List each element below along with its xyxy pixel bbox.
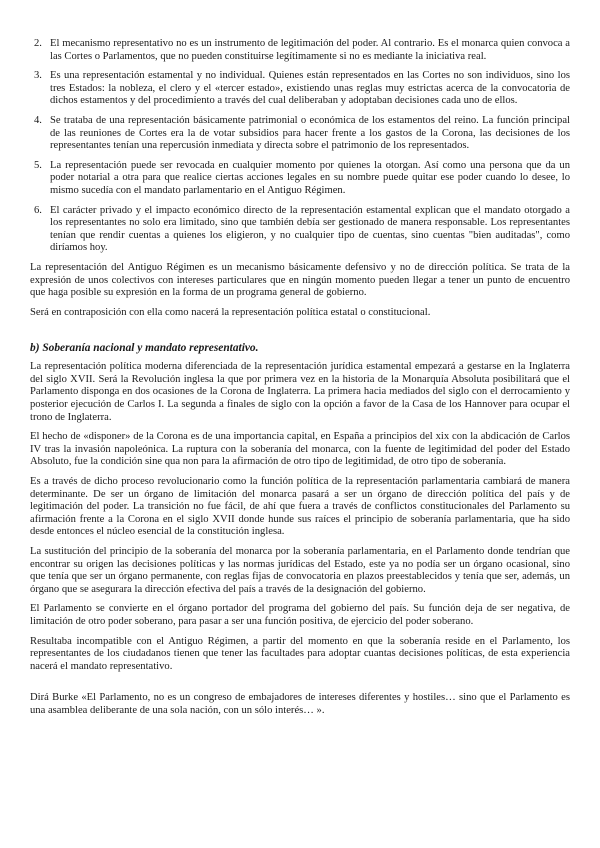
list-item-text: El carácter privado y el impacto económico directo de la representación estamental explican que el mandato otorgado a los representantes no solo era limitado, sino que también debía ser gestionado de manera responsable. Los representantes tenían que rendir cuentas a quienes los eligieron, y no cualquier tipo de cuentas, sino cuentas "bien auditadas", como diríamos hoy. bbox=[50, 204, 570, 254]
paragraph-parlamento-portador: El Parlamento se convierte en el órgano portador del programa del gobierno del país. Su función deja de ser negativa, de limitación de otro poder soberano, para pasar a ser una función positiva, de ejercicio del poder soberano. bbox=[30, 603, 570, 627]
list-number: 3. bbox=[34, 70, 42, 82]
paragraph-representacion-moderna: La representación política moderna diferenciada de la representación jurídica estamental empezará a gestarse en la Inglaterra del siglo XVII. Será la Revolución inglesa la que por primera vez en la historia de la Monarquía Absoluta posibilitará que el Parlamento disponga en dos ocasiones de la Corona de Inglaterra. La primera hacia mediados del siglo con el derrocamiento y posterior ejecución de Carlos I. La segunda a finales de siglo con la opción a favor de la Casa de los Hannover para ocupar el trono de Inglaterra. bbox=[30, 361, 570, 423]
section-heading: b) Soberanía nacional y mandato representativo. bbox=[30, 342, 259, 355]
list-item-5 bbox=[34, 159, 570, 198]
paragraph-proceso-revolucionario: Es a través de dicho proceso revolucionario como la función política de la representación parlamentaria cambiará de manera determinante. De ser un órgano de limitación del monarca pasará a ser un órgano de dirección política del país y de legitimación del poder. La transición no fue fácil, de ahí que fuera a través de conflictos constitucionales del Parlamento su afirmación frente a la Corona en el siglo XVII donde hunde sus raíces el principio de soberanía parlamentaria, que ha sido desde entonces el núcleo esencial de la constitución inglesa. bbox=[30, 476, 570, 538]
list-item-text: Es una representación estamental y no individual. Quienes están representados en las Cortes no son individuos, sino los tres Estados: la nobleza, el clero y el «tercer estado», existiendo unas reglas muy estrictas acerca de la convocatoria de dichos estamentos y del procedimiento a través del cual deliberaban y adoptaban decisiones cada uno de ellos. bbox=[50, 70, 570, 107]
list-item-text: Se trataba de una representación básicamente patrimonial o económica de los estamentos del reino. La función principal de las reuniones de Cortes era la de votar subsidios para hacer frente a los gastos de la Corona, las decisiones de los representantes tenían una repercusión inmediata y directa sobre el patrimonio de los representados. bbox=[50, 114, 570, 152]
paragraph-antiguo-regimen: La representación del Antiguo Régimen es un mecanismo básicamente defensivo y no de dirección política. Se trata de la expresión de unos colectivos con intereses particulares que en ningún momento pueden llegar a tener un punto de encuentro que haga posible su expresión en la forma de un programa general de gobierno. bbox=[30, 261, 570, 299]
list-item-text: El mecanismo representativo no es un instrumento de legitimación del poder. Al contrario. Es el monarca quien convoca a las Cortes o Parlamentos, que no pueden constituirse legítimamente si no es mediante la iniciativa real. bbox=[50, 38, 570, 62]
paragraph-resultaba-incompatible: Resultaba incompatible con el Antiguo Régimen, a partir del momento en que la soberanía reside en el Parlamento, los representantes de los ciudadanos tienen que tener las facultades para adoptar cuantas decisiones políticas, de esta experiencia nacerá el mandato representativo. bbox=[30, 635, 570, 672]
list-item-3 bbox=[34, 70, 570, 108]
paragraph-disponer-corona: El hecho de «disponer» de la Corona es de una importancia capital, en España a principios del xix con la abdicación de Carlos IV tras la invasión napoleónica. La ruptura con la soberanía del monarca, con la fuente de legitimidad del poder del Estado Absoluto, fue la condición sine qua non para la afirmación de otro tipo de legitimidad, de otro tipo de soberanía. bbox=[30, 431, 570, 468]
paragraph-contraposicion: Será en contraposición con ella como nacerá la representación política estatal o constitucional. bbox=[30, 306, 431, 318]
list-number: 5. bbox=[34, 159, 42, 171]
characteristics-list bbox=[30, 38, 570, 255]
list-item-text: La representación puede ser revocada en cualquier momento por quienes la otorgan. Así como una persona que da un poder notarial a otra para que realice ciertas acciones legales en su nombre puede quitar ese poder cuando lo desee, lo mismo sucedía con el mandato parlamentario en el Antiguo Régimen. bbox=[50, 159, 570, 196]
list-number: 4. bbox=[34, 114, 42, 126]
list-item-6 bbox=[34, 204, 570, 255]
paragraph-sustitucion-soberania: La sustitución del principio de la soberanía del monarca por la soberanía parlamentaria, en el Parlamento donde tendrían que encontrar su origen las decisiones políticas y las normas jurídicas del Estado, este ya no podía ser un órgano ocasional, sino que tenía que ser un órgano permanente, con reglas fijas de convocatoria en plazos preestablecidos y tenía que ser, además, un órgano que se asegurara la dirección efectiva del país a través de la designación del gobierno. bbox=[30, 546, 570, 595]
list-number: 6. bbox=[34, 204, 42, 216]
list-item-2 bbox=[34, 38, 570, 63]
spacer bbox=[30, 680, 570, 692]
burke-quote: Dirá Burke «El Parlamento, no es un congreso de embajadores de intereses diferentes y hostiles… sino que el Parlamento es una asamblea deliberante de una sola nación, con un sólo interés… ». bbox=[30, 692, 570, 716]
list-item-4 bbox=[34, 114, 570, 153]
list-number: 2. bbox=[34, 38, 42, 49]
